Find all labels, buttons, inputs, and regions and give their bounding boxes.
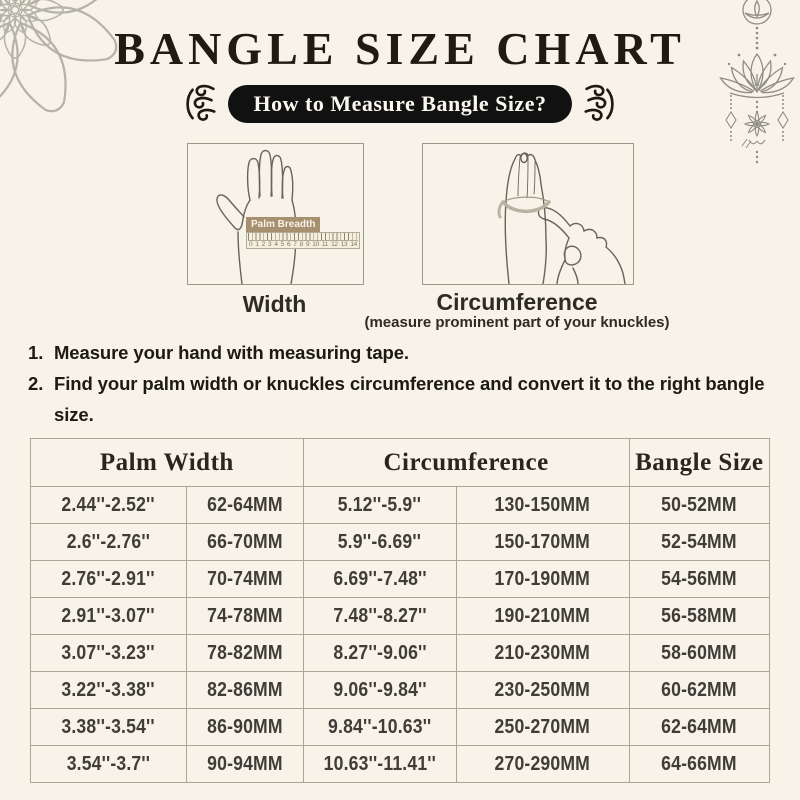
instruction-item-2 xyxy=(28,368,773,430)
ruler xyxy=(246,232,360,249)
ruler-numbers xyxy=(247,241,359,249)
instruction-number: 2. xyxy=(28,373,44,394)
instruction-text: Measure your hand with measuring tape. xyxy=(54,342,409,363)
instructions-list xyxy=(28,337,773,430)
table-cell: 9.84''-10.63'' xyxy=(303,709,456,746)
table-row xyxy=(31,746,770,783)
ruler-number: 3 xyxy=(267,241,272,248)
table-row xyxy=(31,487,770,524)
table-cell: 64-66MM xyxy=(629,746,769,783)
table-row xyxy=(31,672,770,709)
hand-width-icon xyxy=(188,144,363,284)
ruler-number: 10 xyxy=(312,241,319,248)
table-cell: 90-94MM xyxy=(186,746,303,783)
ruler-number: 14 xyxy=(350,241,357,248)
table-cell: 7.48''-8.27'' xyxy=(303,598,456,635)
table-header-row xyxy=(31,439,770,487)
table-cell: 82-86MM xyxy=(186,672,303,709)
ruler-number: 13 xyxy=(340,241,348,248)
table-cell: 230-250MM xyxy=(456,672,629,709)
table-row xyxy=(31,598,770,635)
header-bangle-size: Bangle Size xyxy=(629,439,769,487)
table-cell: 2.6''-2.76'' xyxy=(31,524,187,561)
ruler-number: 1 xyxy=(255,241,259,248)
table-row xyxy=(31,709,770,746)
width-illustration-box xyxy=(187,143,364,285)
table-cell: 62-64MM xyxy=(186,487,303,524)
table-cell: 3.38''-3.54'' xyxy=(31,709,187,746)
circumference-illustration-box xyxy=(422,143,634,285)
table-cell: 150-170MM xyxy=(456,524,629,561)
instruction-item-1 xyxy=(28,337,773,368)
table-cell: 6.69''-7.48'' xyxy=(303,561,456,598)
table-cell: 3.07''-3.23'' xyxy=(31,635,187,672)
table-cell: 2.91''-3.07'' xyxy=(31,598,187,635)
table-cell: 170-190MM xyxy=(456,561,629,598)
flourish-right-icon xyxy=(581,82,615,126)
table-cell: 130-150MM xyxy=(456,487,629,524)
subtitle-row xyxy=(0,82,800,126)
table-row xyxy=(31,561,770,598)
hand-circumference-icon xyxy=(423,144,633,284)
size-table-body xyxy=(31,487,770,783)
table-cell: 5.9''-6.69'' xyxy=(303,524,456,561)
table-cell: 50-52MM xyxy=(629,487,769,524)
table-row xyxy=(31,524,770,561)
table-cell: 58-60MM xyxy=(629,635,769,672)
ruler-number: 2 xyxy=(261,241,265,248)
table-cell: 60-62MM xyxy=(629,672,769,709)
ruler-number: 0 xyxy=(249,241,253,248)
table-cell: 2.76''-2.91'' xyxy=(31,561,187,598)
table-cell: 56-58MM xyxy=(629,598,769,635)
instruction-number: 1. xyxy=(28,342,44,363)
how-to-measure-pill: How to Measure Bangle Size? xyxy=(228,85,573,123)
header-circumference: Circumference xyxy=(303,439,629,487)
table-cell: 270-290MM xyxy=(456,746,629,783)
table-cell: 52-54MM xyxy=(629,524,769,561)
size-table xyxy=(30,438,770,783)
page-title: BANGLE SIZE CHART xyxy=(114,23,686,74)
table-cell: 8.27''-9.06'' xyxy=(303,635,456,672)
table-cell: 86-90MM xyxy=(186,709,303,746)
table-cell: 70-74MM xyxy=(186,561,303,598)
flourish-left-icon xyxy=(185,82,219,126)
header-palm-width: Palm Width xyxy=(31,439,304,487)
ruler-number: 8 xyxy=(299,241,303,248)
circumference-caption: Circumference xyxy=(436,289,598,315)
table-cell: 210-230MM xyxy=(456,635,629,672)
ruler-number: 6 xyxy=(286,241,291,248)
ruler-number: 11 xyxy=(321,241,329,248)
table-cell: 66-70MM xyxy=(186,524,303,561)
circumference-note: (measure prominent part of your knuckles) xyxy=(364,314,670,331)
table-cell: 2.44''-2.52'' xyxy=(31,487,187,524)
palm-breadth-tape-label: Palm Breadth xyxy=(246,217,320,232)
width-caption: Width xyxy=(242,291,307,317)
table-cell: 78-82MM xyxy=(186,635,303,672)
ruler-number: 4 xyxy=(274,241,278,248)
ruler-number: 9 xyxy=(305,241,310,248)
table-cell: 74-78MM xyxy=(186,598,303,635)
table-cell: 9.06''-9.84'' xyxy=(303,672,456,709)
instruction-text: Find your palm width or knuckles circumference and convert it to the right bangle size. xyxy=(54,373,765,425)
table-cell: 250-270MM xyxy=(456,709,629,746)
ruler-number: 7 xyxy=(293,241,297,248)
table-cell: 5.12''-5.9'' xyxy=(303,487,456,524)
table-row xyxy=(31,635,770,672)
table-cell: 3.54''-3.7'' xyxy=(31,746,187,783)
table-cell: 54-56MM xyxy=(629,561,769,598)
table-cell: 190-210MM xyxy=(456,598,629,635)
table-cell: 10.63''-11.41'' xyxy=(303,746,456,783)
table-cell: 3.22''-3.38'' xyxy=(31,672,187,709)
table-cell: 62-64MM xyxy=(629,709,769,746)
ruler-number: 12 xyxy=(331,241,338,248)
ruler-ticks xyxy=(248,233,358,241)
ruler-number: 5 xyxy=(280,241,284,248)
